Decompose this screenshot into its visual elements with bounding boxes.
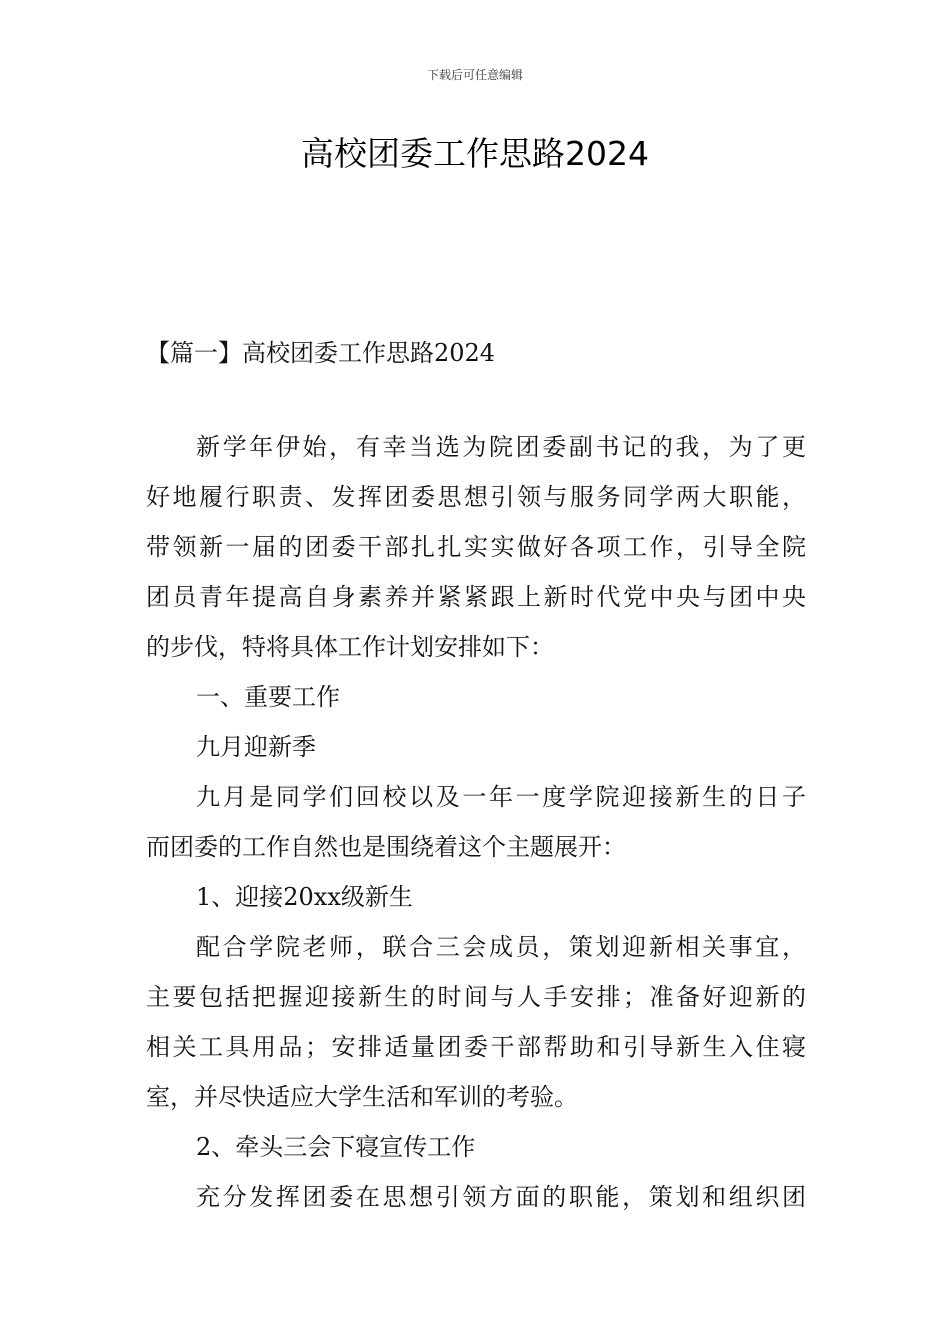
body-line: 九月是同学们回校以及一年一度学院迎接新生的日子: [196, 783, 806, 811]
body-line: 主要包括把握迎接新生的时间与人手安排；准备好迎新的: [146, 983, 806, 1011]
body-line: 的步伐，特将具体工作计划安排如下：: [146, 633, 554, 661]
body-line: 九月迎新季: [196, 733, 316, 761]
body-line: 新学年伊始，有幸当选为院团委副书记的我，为了更: [196, 433, 806, 461]
body-line: 配合学院老师，联合三会成员，策划迎新相关事宜，: [196, 933, 806, 961]
section-heading: 【篇一】高校团委工作思路2024: [146, 339, 496, 367]
body-line: 相关工具用品；安排适量团委干部帮助和引导新生入住寝: [146, 1033, 806, 1061]
body-line: 2、牵头三会下寝宣传工作: [196, 1133, 476, 1161]
header-note: 下载后可任意编辑: [426, 68, 523, 82]
body-line: 充分发挥团委在思想引领方面的职能，策划和组织团: [196, 1183, 806, 1211]
body-line: 而团委的工作自然也是围绕着这个主题展开：: [146, 833, 626, 861]
body-line: 好地履行职责、发挥团委思想引领与服务同学两大职能，: [146, 483, 806, 511]
document-title: 高校团委工作思路2024: [301, 134, 649, 173]
body-line: 1、迎接20xx级新生: [196, 883, 413, 911]
body-line: 带领新一届的团委干部扎扎实实做好各项工作，引导全院: [146, 533, 806, 561]
body-line: 一、重要工作: [196, 683, 340, 711]
body-line: 团员青年提高自身素养并紧紧跟上新时代党中央与团中央: [146, 583, 806, 611]
body-text-block: [146, 422, 806, 1222]
body-line: 室，并尽快适应大学生活和军训的考验。: [146, 1083, 578, 1111]
